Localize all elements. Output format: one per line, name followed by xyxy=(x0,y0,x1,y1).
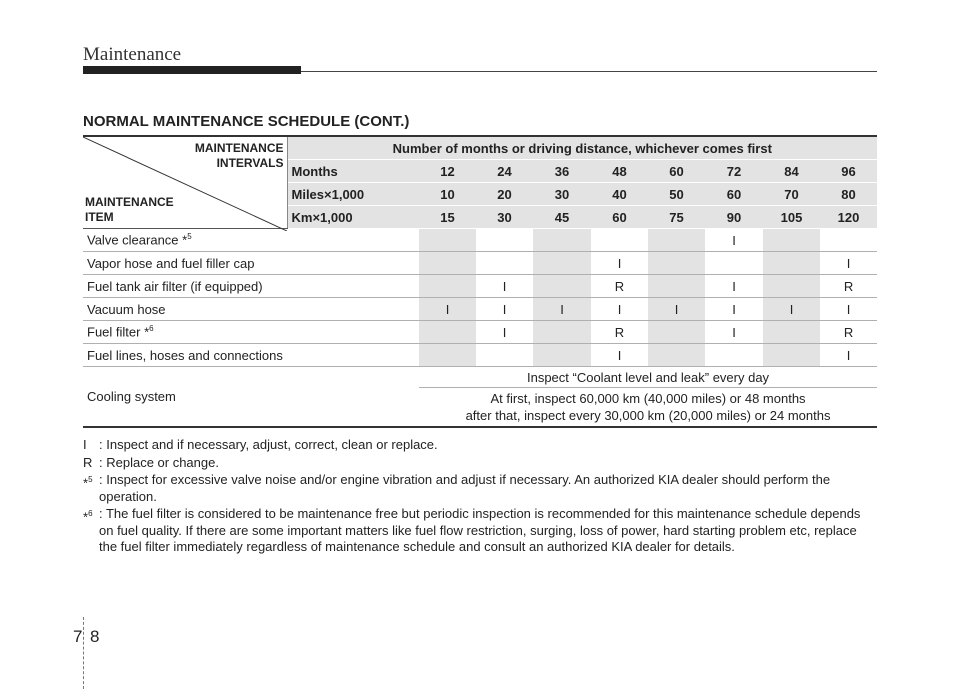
schedule-cell: I xyxy=(476,298,533,321)
corner-item-label: MAINTENANCE ITEM xyxy=(85,195,174,224)
schedule-cell xyxy=(763,344,820,367)
legend-text: : Inspect for excessive valve noise and/or engine vibration and adjust if necessary. An authorized KIA dealer should perform the operation. xyxy=(99,472,831,504)
maintenance-item xyxy=(83,344,419,367)
chapter-number: 7 xyxy=(73,627,83,646)
schedule-cell: R xyxy=(591,321,648,344)
header-bar xyxy=(83,66,301,74)
maintenance-item: Cooling system xyxy=(83,367,419,428)
schedule-title: NORMAL MAINTENANCE SCHEDULE (CONT.) xyxy=(83,113,410,130)
page-margin-line xyxy=(83,617,84,689)
interval-unit-label: Km×1,000 xyxy=(287,206,419,229)
interval-value: 24 xyxy=(476,160,533,183)
schedule-row xyxy=(83,229,877,252)
legend-note xyxy=(83,506,877,556)
cooling-instruction: Inspect “Coolant level and leak” every day xyxy=(419,367,877,388)
interval-value: 36 xyxy=(533,160,591,183)
interval-value: 10 xyxy=(419,183,476,206)
schedule-cell xyxy=(648,344,705,367)
interval-value: 30 xyxy=(533,183,591,206)
interval-value: 105 xyxy=(763,206,820,229)
interval-value: 50 xyxy=(648,183,705,206)
schedule-cell xyxy=(648,275,705,298)
schedule-cell xyxy=(533,275,591,298)
footnote-number: 5 xyxy=(88,475,93,484)
schedule-cell xyxy=(705,252,763,275)
legend-text: : Replace or change. xyxy=(99,454,219,470)
schedule-row xyxy=(83,321,877,344)
maintenance-item xyxy=(83,298,419,321)
item-label: Vapor hose and fuel filler cap xyxy=(87,255,255,271)
schedule-cell xyxy=(476,344,533,367)
legend-text: : The fuel filter is considered to be maintenance free but periodic inspection is recommended for this maintenance schedule depends on fuel quality. If there are some important matters like fuel flow restriction, surging, loss of power, hard starting problem etc, replace the fuel filter immediately regardless of maintenance schedule and consult an authorized KIA dealer for details. xyxy=(99,506,861,554)
interval-value: 70 xyxy=(763,183,820,206)
interval-value: 60 xyxy=(591,206,648,229)
schedule-cell xyxy=(648,229,705,252)
item-label: Vacuum hose xyxy=(87,301,166,317)
schedule-cell: I xyxy=(533,298,591,321)
legend-symbol: * xyxy=(83,509,89,525)
schedule-cell: I xyxy=(705,275,763,298)
item-label: Valve clearance * xyxy=(87,232,188,248)
cooling-instruction xyxy=(419,388,877,428)
interval-value: 75 xyxy=(648,206,705,229)
schedule-cell xyxy=(763,252,820,275)
schedule-cell xyxy=(533,344,591,367)
schedule-cell: I xyxy=(591,344,648,367)
legend-key xyxy=(83,506,99,556)
item-label: Fuel tank air filter (if equipped) xyxy=(87,278,263,294)
item-label: Fuel filter * xyxy=(87,324,150,340)
schedule-cell xyxy=(533,252,591,275)
maintenance-item xyxy=(83,229,419,252)
page-number: 8 xyxy=(90,627,100,646)
schedule-cell xyxy=(419,321,476,344)
interval-value: 60 xyxy=(648,160,705,183)
schedule-cell xyxy=(591,229,648,252)
interval-value: 120 xyxy=(820,206,877,229)
schedule-cell xyxy=(648,252,705,275)
interval-value: 45 xyxy=(533,206,591,229)
schedule-cell xyxy=(419,229,476,252)
interval-value: 60 xyxy=(705,183,763,206)
schedule-cell: R xyxy=(820,321,877,344)
corner-header xyxy=(83,136,287,229)
schedule-cell xyxy=(763,275,820,298)
schedule-cell: R xyxy=(820,275,877,298)
legend-note xyxy=(83,455,877,472)
legend-note xyxy=(83,472,877,505)
interval-value: 20 xyxy=(476,183,533,206)
maintenance-item xyxy=(83,321,419,344)
interval-value: 72 xyxy=(705,160,763,183)
schedule-cell: I xyxy=(820,344,877,367)
item-label: Fuel lines, hoses and connections xyxy=(87,347,283,363)
legend-text: : Inspect and if necessary, adjust, correct, clean or replace. xyxy=(99,437,438,452)
interval-value: 40 xyxy=(591,183,648,206)
schedule-cell xyxy=(648,321,705,344)
schedule-cell xyxy=(763,321,820,344)
schedule-cell: I xyxy=(419,298,476,321)
footnote-number: 6 xyxy=(88,509,93,518)
interval-value: 15 xyxy=(419,206,476,229)
schedule-cell xyxy=(533,321,591,344)
schedule-cell: I xyxy=(476,275,533,298)
interval-value: 12 xyxy=(419,160,476,183)
interval-value: 30 xyxy=(476,206,533,229)
legend-notes xyxy=(83,437,877,557)
section-header: Maintenance xyxy=(83,44,182,65)
schedule-cell xyxy=(820,229,877,252)
interval-header: Number of months or driving distance, whichever comes first xyxy=(287,136,877,160)
footnote-ref: 6 xyxy=(149,324,154,334)
schedule-cell xyxy=(705,344,763,367)
schedule-cell xyxy=(419,344,476,367)
schedule-cell: R xyxy=(591,275,648,298)
corner-intervals-label: MAINTENANCE INTERVALS xyxy=(194,141,284,170)
schedule-row xyxy=(83,252,877,275)
schedule-cell: I xyxy=(705,229,763,252)
interval-unit-label: Miles×1,000 xyxy=(287,183,419,206)
schedule-cell: I xyxy=(591,252,648,275)
schedule-cell xyxy=(476,229,533,252)
legend-key xyxy=(83,455,99,472)
schedule-cell xyxy=(419,275,476,298)
interval-value: 90 xyxy=(705,206,763,229)
schedule-cell xyxy=(763,229,820,252)
schedule-cell: I xyxy=(820,252,877,275)
legend-symbol: R xyxy=(83,454,93,470)
schedule-row xyxy=(83,275,877,298)
interval-value: 84 xyxy=(763,160,820,183)
interval-value: 96 xyxy=(820,160,877,183)
legend-symbol: I xyxy=(83,437,87,452)
interval-unit-label: Months xyxy=(287,160,419,183)
maintenance-schedule-table xyxy=(83,135,877,428)
schedule-cell xyxy=(533,229,591,252)
legend-symbol: * xyxy=(83,475,89,491)
schedule-cell: I xyxy=(648,298,705,321)
legend-key xyxy=(83,437,99,454)
schedule-cell: I xyxy=(820,298,877,321)
schedule-cell: I xyxy=(591,298,648,321)
schedule-row xyxy=(83,298,877,321)
schedule-cell: I xyxy=(705,298,763,321)
interval-value: 80 xyxy=(820,183,877,206)
cooling-instruction-line: after that, inspect every 30,000 km (20,000 miles) or 24 months xyxy=(465,408,831,423)
maintenance-item xyxy=(83,252,419,275)
header-rule xyxy=(301,71,877,72)
cooling-row xyxy=(83,367,877,388)
cooling-instruction-line: At first, inspect 60,000 km (40,000 miles) or 48 months xyxy=(490,391,806,406)
schedule-cell: I xyxy=(476,321,533,344)
interval-value: 48 xyxy=(591,160,648,183)
schedule-cell xyxy=(476,252,533,275)
maintenance-item xyxy=(83,275,419,298)
schedule-row xyxy=(83,344,877,367)
legend-key xyxy=(83,472,99,505)
schedule-cell xyxy=(419,252,476,275)
legend-note xyxy=(83,437,877,454)
schedule-cell: I xyxy=(763,298,820,321)
footnote-ref: 5 xyxy=(187,232,192,242)
schedule-cell: I xyxy=(705,321,763,344)
